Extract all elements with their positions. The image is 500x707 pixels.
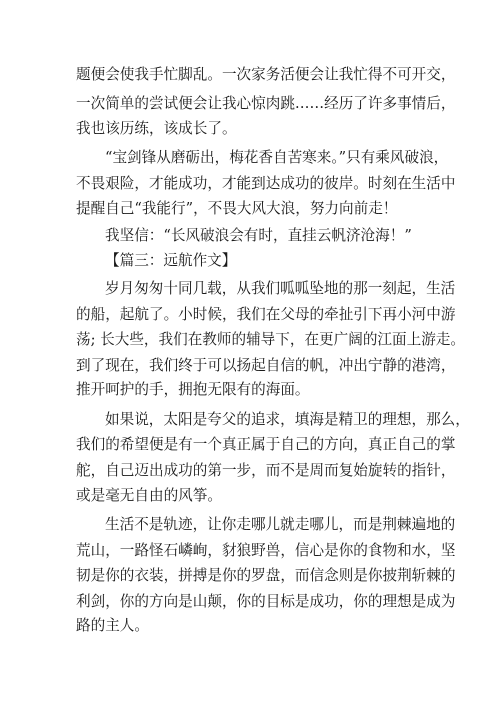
text-line: 我坚信：“长风破浪会有时，直挂云帆济沧海！”	[105, 227, 412, 244]
text-line: 荡; 长大些，我们在教师的辅导下，在更广阔的江面上游走。	[76, 331, 465, 348]
text-line: 推开呵护的手，拥抱无限有的海面。	[76, 381, 310, 398]
text-line: 舵，自己迈出成功的第一步，而不是周而复始旋转的指针，	[76, 462, 456, 479]
text-line: 我也该历练，该成长了。	[76, 120, 237, 137]
text-line: 路的主人。	[76, 617, 149, 634]
text-line: 如果说，太阳是夸父的追求，填海是精卫的理想，那么，	[105, 411, 470, 428]
section-heading: 【篇三：远航作文】	[105, 252, 237, 269]
text-line: 或是毫无自由的风筝。	[76, 487, 222, 504]
text-line: 生活不是轨迹，让你走哪儿就走哪儿，而是荆棘遍地的	[105, 516, 456, 533]
text-line: 荒山，一路怪石嶙峋，豺狼野兽，信心是你的食物和水，坚	[76, 542, 456, 559]
text-line: “宝剑锋从磨砺出，梅花香自苦寒来。”只有乘风破浪，	[105, 149, 449, 166]
text-line: 一次简单的尝试便会让我心惊肉跳……经历了许多事情后，	[76, 95, 456, 112]
text-line: 韧是你的衣装，拼搏是你的罗盘，而信念则是你披荆斩棘的	[76, 567, 456, 584]
text-line: 我们的希望便是有一个真正属于自己的方向，真正自己的掌	[76, 436, 456, 453]
text-line: 到了现在，我们终于可以扬起自信的帆，冲出宁静的港湾，	[76, 357, 456, 374]
text-line: 岁月匆匆十同几载，从我们呱呱坠地的那一刻起，生活	[105, 280, 456, 297]
text-line: 题便会使我手忙脚乱。一次家务活便会让我忙得不可开交，	[76, 66, 456, 83]
text-line: 提醒自己“我能行”，不畏大风大浪，努力向前走！	[76, 200, 398, 217]
text-line: 利剑，你的方向是山颠，你的目标是成功，你的理想是成为	[76, 593, 456, 610]
text-line: 的船，起航了。小时候，我们在父母的牵扯引下再小河中游	[76, 306, 456, 323]
text-line: 不畏艰险，才能成功，才能到达成功的彼岸。时刻在生活中	[76, 175, 456, 192]
